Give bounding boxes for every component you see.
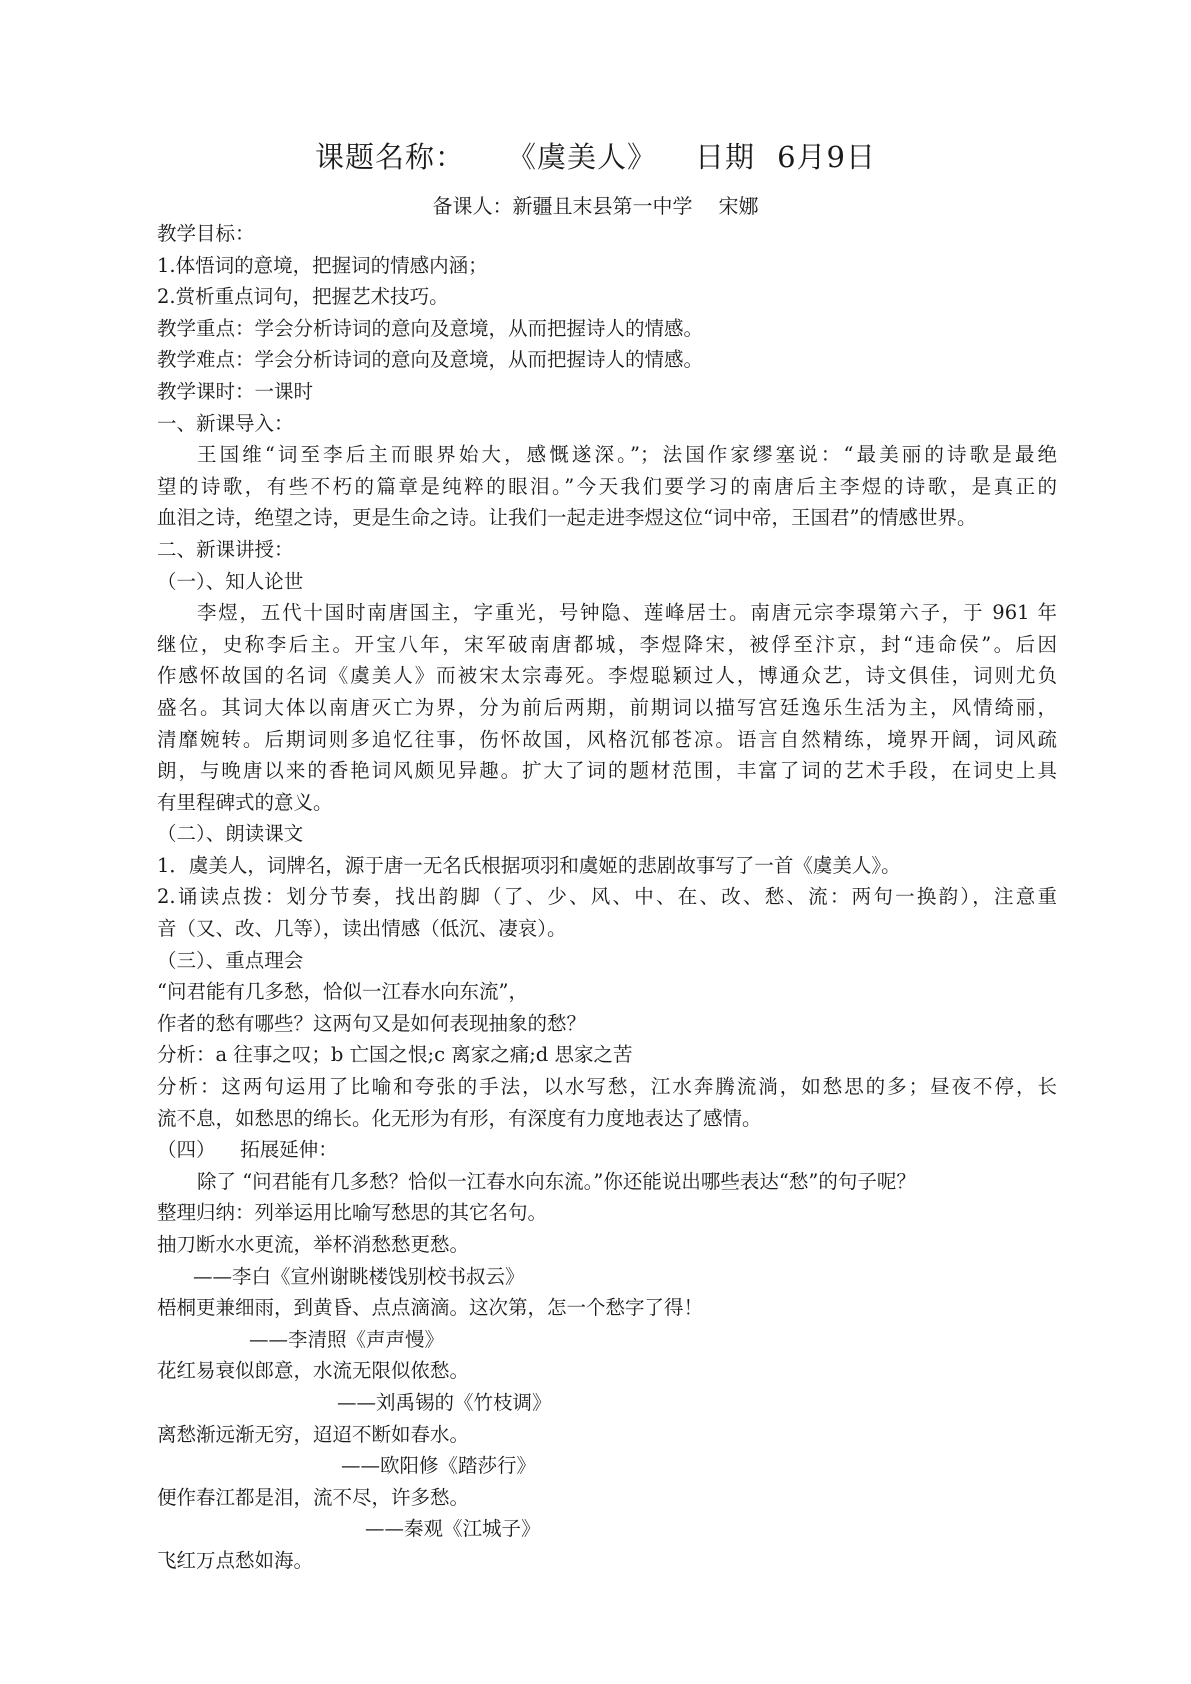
section-heading-intro: 一、新课导入： [157, 411, 294, 435]
goal-item: 2.赏析重点词句，把握艺术技巧。 [157, 285, 449, 309]
paragraph-line: 盛名。其词大体以南唐灭亡为界，分为前后两期，前期词以描写宫廷逸乐生活为主，风情绮丽， [157, 695, 1057, 719]
title-label: 课题名称： [315, 140, 466, 174]
analysis-line: 分析：a 往事之叹；b 亡国之恨;c 离家之痛;d 思家之苦 [157, 1043, 633, 1067]
poem-quote: 离愁渐远渐无穷，迢迢不断如春水。 [157, 1422, 470, 1446]
paragraph-line: 整理归纳：列举运用比喻写愁思的其它名句。 [157, 1201, 548, 1225]
poem-source: ——欧阳修《踏莎行》 [341, 1454, 537, 1478]
analysis-line: 分析：这两句运用了比喻和夸张的手法，以水写愁，江水奔腾流淌，如愁思的多；昼夜不停，长 [157, 1075, 1057, 1099]
paragraph-line: 李煜，五代十国时南唐国主，字重光，号钟隐、莲峰居士。南唐元宗李璟第六子，于 961 年 [197, 601, 1057, 625]
poem-source: ——李清照《声声慢》 [249, 1327, 445, 1351]
preparer-line [0, 190, 1191, 219]
key-point: 教学重点：学会分析诗词的意向及意境，从而把握诗人的情感。 [157, 316, 704, 340]
preparer-name: 宋娜 [718, 194, 759, 218]
document-body [157, 218, 1057, 1577]
section-heading-lecture: 二、新课讲授： [157, 537, 294, 561]
subsection-heading: （四） 拓展延伸： [157, 1138, 338, 1162]
poem-quote: 飞红万点愁如海。 [157, 1548, 314, 1572]
goals-heading: 教学目标： [157, 222, 255, 245]
subsection-heading: （一）、知人论世 [157, 569, 304, 593]
paragraph-line: 除了 “问君能有几多愁？恰似一江春水向东流。”你还能说出哪些表达“愁”的句子呢？ [197, 1169, 916, 1193]
date-value: 6月9日 [777, 140, 876, 174]
paragraph-line: 音（又、改、几等），读出情感（低沉、凄哀）。 [157, 917, 567, 941]
title-book: 《虞美人》 [507, 140, 658, 174]
paragraph-line: 清靡婉转。后期词则多追忆往事，伤怀故国，风格沉郁苍凉。语言自然精练，境界开阔，词风疏 [157, 727, 1057, 751]
analysis-line: 流不息，如愁思的绵长。化无形为有形，有深度有力度地表达了感情。 [157, 1106, 762, 1130]
page-title [0, 135, 1191, 176]
paragraph-line: 朗，与晚唐以来的香艳词风颇见异趣。扩大了词的题材范围，丰富了词的艺术手段，在词史上具 [157, 759, 1057, 783]
paragraph-line: 继位，史称李后主。开宝八年，宋军破南唐都城，李煜降宋，被俘至汴京，封“违命侯”。后因 [157, 632, 1057, 656]
poem-source: ——李白《宣州谢眺楼饯别校书叔云》 [193, 1264, 525, 1288]
duration: 教学课时：一课时 [157, 379, 314, 403]
poem-quote: 梧桐更兼细雨，到黄昏、点点滴滴。这次第，怎一个愁字了得！ [157, 1296, 704, 1320]
goal-item: 1.体悟词的意境，把握词的情感内涵； [157, 253, 488, 277]
poem-quote: 便作春江都是泪，流不尽，许多愁。 [157, 1485, 470, 1509]
poem-source: ——秦观《江城子》 [365, 1517, 541, 1541]
poem-quote: 抽刀断水水更流，举杯消愁愁更愁。 [157, 1233, 470, 1256]
paragraph-line: 望的诗歌，有些不朽的篇章是纯粹的眼泪。”今天我们要学习的南唐后主李煜的诗歌，是真正的 [157, 474, 1057, 498]
poem-source: ——刘禹锡的《竹枝调》 [337, 1390, 552, 1414]
subsection-heading: （三）、重点理会 [157, 948, 304, 972]
difficulty: 教学难点：学会分析诗词的意向及意境，从而把握诗人的情感。 [157, 348, 704, 372]
paragraph-line: 2.诵读点拨：划分节奏，找出韵脚（了、少、风、中、在、改、愁、流：两句一换韵），注意重 [157, 885, 1057, 909]
paragraph-line: 作感怀故国的名词《虞美人》而被宋太宗毒死。李煜聪颖过人，博通众艺，诗文俱佳，词则尤负 [157, 664, 1057, 688]
date-label: 日期 [695, 140, 756, 174]
paragraph-line: 有里程碑式的意义。 [157, 790, 333, 814]
preparer-label: 备课人：新疆且末县第一中学 [432, 194, 693, 218]
paragraph-line: 血泪之诗，绝望之诗，更是生命之诗。让我们一起走进李煜这位“词中帝，王国君”的情感世界。 [157, 506, 977, 530]
paragraph-line: 1．虞美人，词牌名，源于唐一无名氏根据项羽和虞姬的悲剧故事写了一首《虞美人》。 [157, 853, 901, 877]
poem-quote: 花红易衰似郎意，水流无限似侬愁。 [157, 1359, 470, 1383]
paragraph-line: 王国维“词至李后主而眼界始大，感慨遂深。”；法国作家缪塞说：“最美丽的诗歌是最绝 [197, 443, 1057, 467]
question-line: 作者的愁有哪些？这两句又是如何表现抽象的愁？ [157, 1011, 587, 1035]
quote-line: “问君能有几多愁，恰似一江春水向东流”， [157, 980, 528, 1004]
subsection-heading: （二）、朗读课文 [157, 822, 304, 846]
